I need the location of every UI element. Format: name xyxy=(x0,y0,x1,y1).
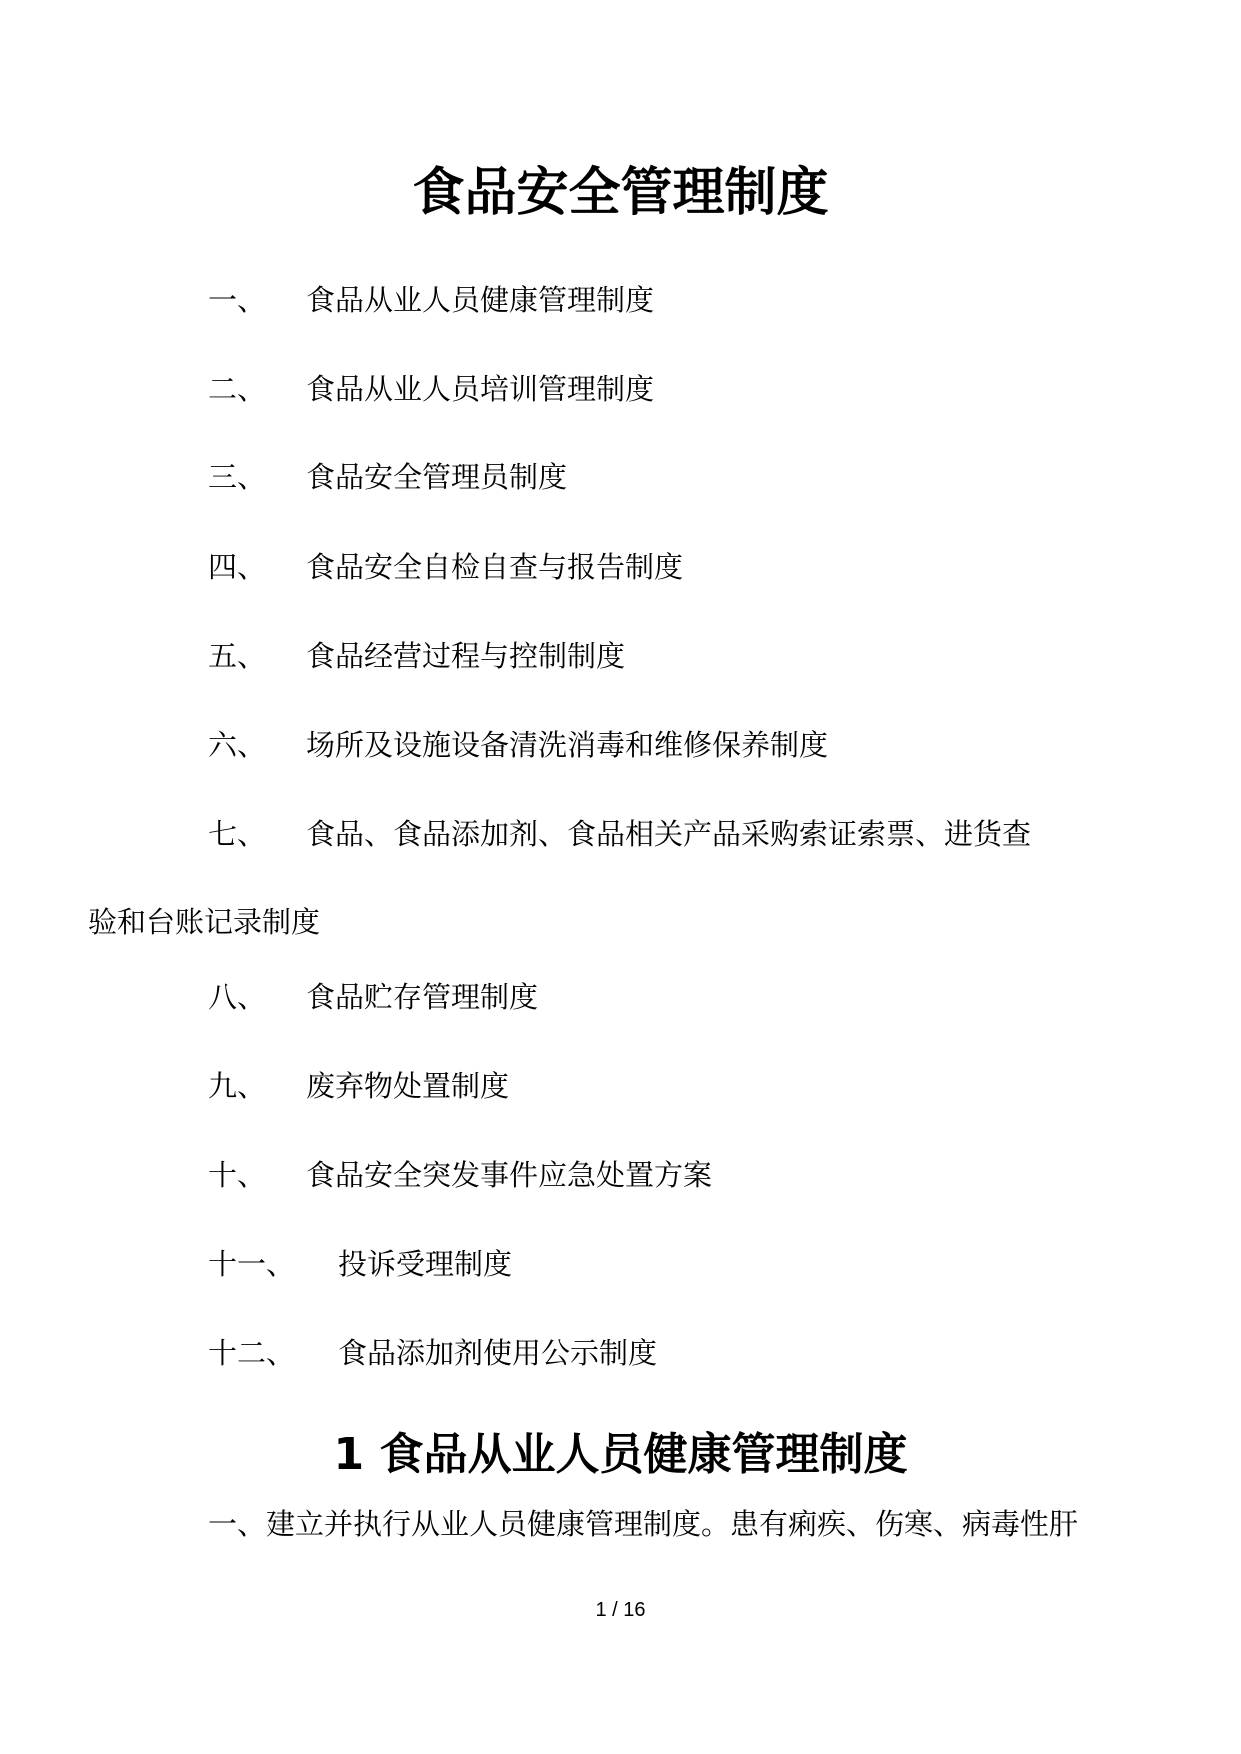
toc-item-text: 食品安全自检自查与报告制度 xyxy=(306,550,684,584)
toc-item-number: 九、 xyxy=(208,1069,267,1103)
body-paragraph: 一、建立并执行从业人员健康管理制度。患有痢疾、伤寒、病毒性肝 xyxy=(208,1507,1079,1541)
section-title: 1 食品从业人员健康管理制度 xyxy=(333,1429,908,1480)
toc-item-text: 场所及设施设备清洗消毒和维修保养制度 xyxy=(306,728,829,762)
toc-item-number: 十二、 xyxy=(208,1336,296,1370)
document-title: 食品安全管理制度 xyxy=(412,163,829,223)
toc-item-text: 投诉受理制度 xyxy=(338,1247,513,1281)
page-number: 1 / 16 xyxy=(595,1599,646,1621)
toc-item-number: 十一、 xyxy=(208,1247,296,1281)
toc-item-text: 废弃物处置制度 xyxy=(306,1069,510,1103)
toc-item-number: 二、 xyxy=(208,372,267,406)
toc-item-number: 五、 xyxy=(208,639,267,673)
toc-item-number: 七、 xyxy=(208,817,267,851)
toc-item-number: 六、 xyxy=(208,728,267,762)
toc-item-number: 一、 xyxy=(208,283,267,317)
toc-item-text: 食品经营过程与控制制度 xyxy=(306,639,626,673)
toc-item-number: 四、 xyxy=(208,550,267,584)
toc-item-number: 八、 xyxy=(208,980,267,1014)
toc-item-text: 食品安全管理员制度 xyxy=(306,460,568,494)
toc-item-text: 食品从业人员培训管理制度 xyxy=(306,372,655,406)
toc-item-text: 食品从业人员健康管理制度 xyxy=(306,283,655,317)
toc-item-number: 十、 xyxy=(208,1158,267,1192)
toc-item-text: 食品贮存管理制度 xyxy=(306,980,539,1014)
toc-item-text: 食品添加剂使用公示制度 xyxy=(338,1336,658,1370)
toc-item-number: 三、 xyxy=(208,460,267,494)
toc-item-text: 食品、食品添加剂、食品相关产品采购索证索票、进货查验和台账记录制度 xyxy=(88,817,1032,939)
toc-item-text: 食品安全突发事件应急处置方案 xyxy=(306,1158,713,1192)
